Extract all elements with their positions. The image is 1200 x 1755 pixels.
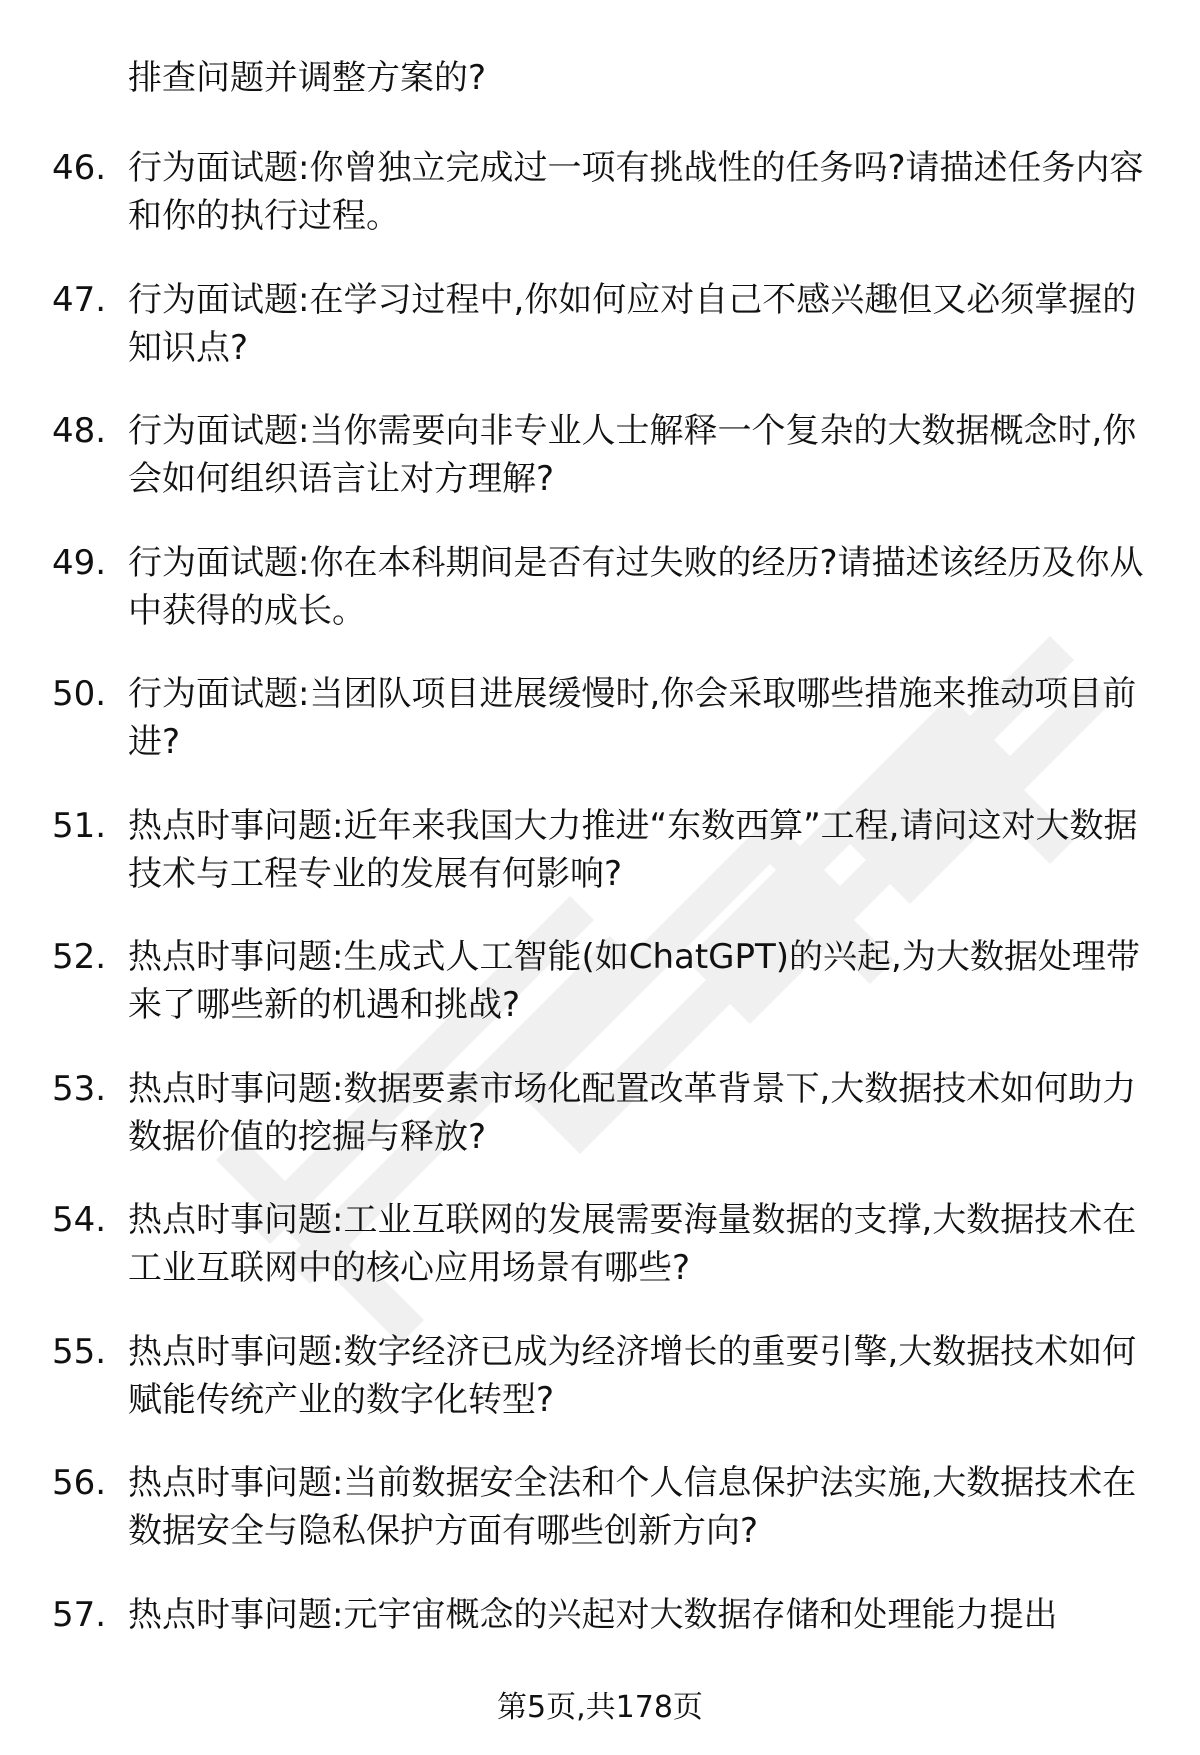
question-text: 行为面试题:在学习过程中,你如何应对自己不感兴趣但又必须掌握的知识点? (128, 279, 1137, 368)
question-number: 51. (52, 805, 107, 846)
question-item (0, 802, 1200, 934)
question-item (0, 407, 1200, 539)
question-number: 52. (52, 937, 107, 977)
question-number: 50. (52, 674, 107, 714)
question-item (0, 144, 1200, 276)
question-number: 57. (52, 1594, 107, 1635)
question-number: 49. (52, 542, 107, 583)
page-footer: 第5页,共178页 (497, 1690, 703, 1725)
question-item (0, 1065, 1200, 1197)
question-number: 56. (52, 1463, 107, 1503)
question-text: 热点时事问题:生成式人工智能(如ChatGPT)的兴起,为大数据处理带来了哪些新的机遇和挑战? (128, 937, 1140, 1025)
question-text: 热点时事问题:数字经济已成为经济增长的重要引擎,大数据技术如何赋能传统产业的数字化转型? (128, 1331, 1137, 1420)
question-item (0, 1328, 1200, 1460)
continuation-text: 排查问题并调整方案的? (128, 58, 487, 98)
question-number: 53. (52, 1068, 107, 1109)
question-text: 热点时事问题:近年来我国大力推进“东数西算”工程,请问这对大数据技术与工程专业的发展有何影响? (128, 805, 1138, 894)
question-text: 行为面试题:你在本科期间是否有过失败的经历?请描述该经历及你从中获得的成长。 (128, 542, 1144, 631)
question-text: 热点时事问题:工业互联网的发展需要海量数据的支撑,大数据技术在工业互联网中的核心应用场景有哪些? (128, 1200, 1137, 1288)
question-text: 热点时事问题:元宇宙概念的兴起对大数据存储和处理能力提出 (128, 1594, 1058, 1635)
question-item (0, 670, 1200, 802)
question-number: 55. (52, 1331, 107, 1372)
question-item (0, 1459, 1200, 1591)
question-number: 46. (52, 148, 107, 188)
question-text: 热点时事问题:当前数据安全法和个人信息保护法实施,大数据技术在数据安全与隐私保护方面有哪些创新方向? (128, 1463, 1137, 1551)
question-text: 行为面试题:当你需要向非专业人士解释一个复杂的大数据概念时,你会如何组织语言让对方理解? (128, 411, 1137, 499)
question-item (0, 933, 1200, 1065)
question-list (0, 144, 1200, 1722)
question-item (0, 276, 1200, 408)
question-number: 47. (52, 279, 107, 320)
question-text: 热点时事问题:数据要素市场化配置改革背景下,大数据技术如何助力数据价值的挖掘与释放? (128, 1068, 1137, 1157)
question-number: 54. (52, 1200, 107, 1240)
question-text: 行为面试题:你曾独立完成过一项有挑战性的任务吗?请描述任务内容和你的执行过程。 (128, 148, 1144, 236)
question-item (0, 1196, 1200, 1328)
question-item (0, 539, 1200, 671)
question-text: 行为面试题:当团队项目进展缓慢时,你会采取哪些措施来推动项目前进? (128, 674, 1137, 762)
question-number: 48. (52, 411, 107, 451)
